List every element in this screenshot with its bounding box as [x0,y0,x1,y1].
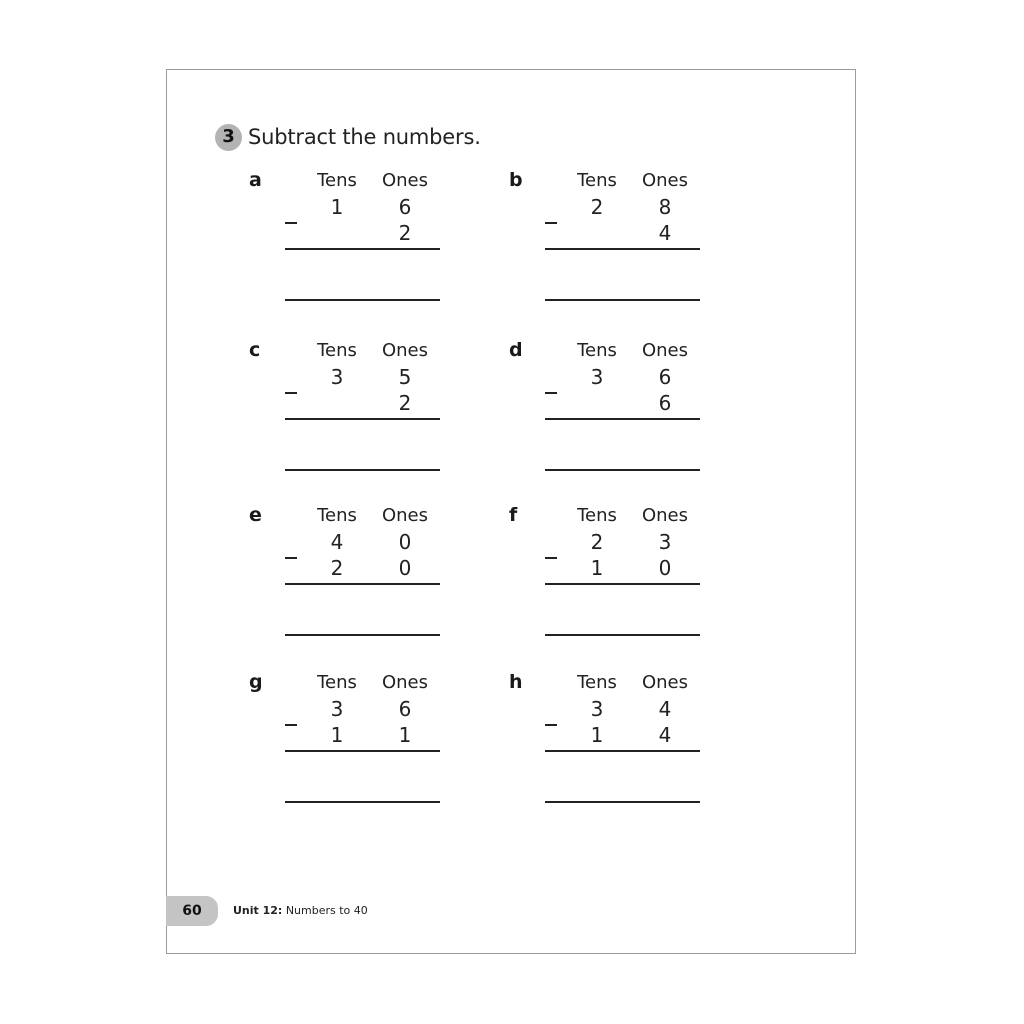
bottom-tens-digit: 1 [590,723,604,747]
answer-line[interactable] [285,634,440,636]
problem-letter: d [509,339,523,361]
sum-line [285,418,440,420]
minus-sign [545,724,557,726]
tens-header: Tens [577,170,617,191]
answer-line[interactable] [545,299,700,301]
ones-header: Ones [381,170,429,191]
problem-letter: e [249,504,262,526]
footer-unit-title [233,904,368,917]
answer-line[interactable] [545,634,700,636]
unit-label: Unit 12: [233,904,283,917]
tens-header: Tens [577,505,617,526]
minus-sign [545,392,557,394]
bottom-ones-digit: 4 [658,723,672,747]
ones-header: Ones [641,340,689,361]
bottom-tens-digit: 2 [330,556,344,580]
top-tens-digit: 2 [590,530,604,554]
bottom-ones-digit: 0 [398,556,412,580]
bottom-ones-digit: 2 [398,391,412,415]
top-ones-digit: 5 [398,365,412,389]
question-instruction: Subtract the numbers. [248,125,481,149]
worksheet-page [166,69,856,954]
bottom-ones-digit: 0 [658,556,672,580]
ones-header: Ones [381,340,429,361]
minus-sign [285,392,297,394]
top-ones-digit: 6 [398,195,412,219]
problem-g [249,671,489,801]
top-tens-digit: 1 [330,195,344,219]
minus-sign [285,557,297,559]
problem-letter: a [249,169,262,191]
problem-letter: b [509,169,523,191]
bottom-tens-digit: 1 [590,556,604,580]
bottom-ones-digit: 2 [398,221,412,245]
ones-header: Ones [381,505,429,526]
problem-letter: c [249,339,261,361]
tens-header: Tens [577,672,617,693]
answer-line[interactable] [545,801,700,803]
tens-header: Tens [317,340,357,361]
minus-sign [285,222,297,224]
bottom-tens-digit: 1 [330,723,344,747]
bottom-ones-digit: 1 [398,723,412,747]
tens-header: Tens [577,340,617,361]
tens-header: Tens [317,672,357,693]
top-ones-digit: 3 [658,530,672,554]
unit-title: Numbers to 40 [285,904,368,917]
top-tens-digit: 3 [330,697,344,721]
minus-sign [285,724,297,726]
problem-letter: h [509,671,523,693]
answer-line[interactable] [285,801,440,803]
question-header [215,122,481,152]
minus-sign [545,557,557,559]
ones-header: Ones [641,170,689,191]
bottom-ones-digit: 4 [658,221,672,245]
top-ones-digit: 6 [658,365,672,389]
sum-line [285,750,440,752]
tens-header: Tens [317,505,357,526]
top-tens-digit: 3 [330,365,344,389]
ones-header: Ones [641,672,689,693]
tens-header: Tens [317,170,357,191]
problem-h [509,671,749,801]
problem-letter: f [509,504,518,526]
problem-e [249,504,489,634]
answer-line[interactable] [285,299,440,301]
problem-f [509,504,749,634]
ones-header: Ones [641,505,689,526]
sum-line [545,750,700,752]
sum-line [285,583,440,585]
question-number-badge: 3 [215,124,242,151]
bottom-ones-digit: 6 [658,391,672,415]
ones-header: Ones [381,672,429,693]
problem-a [249,169,489,299]
top-tens-digit: 3 [590,697,604,721]
sum-line [545,418,700,420]
top-ones-digit: 6 [398,697,412,721]
problem-c [249,339,489,469]
top-tens-digit: 2 [590,195,604,219]
problem-letter: g [249,671,263,693]
answer-line[interactable] [285,469,440,471]
top-ones-digit: 0 [398,530,412,554]
problem-b [509,169,749,299]
minus-sign [545,222,557,224]
top-tens-digit: 4 [330,530,344,554]
problem-d [509,339,749,469]
answer-line[interactable] [545,469,700,471]
sum-line [545,248,700,250]
top-ones-digit: 8 [658,195,672,219]
sum-line [285,248,440,250]
sum-line [545,583,700,585]
page-number-tab: 60 [166,896,218,926]
top-tens-digit: 3 [590,365,604,389]
top-ones-digit: 4 [658,697,672,721]
